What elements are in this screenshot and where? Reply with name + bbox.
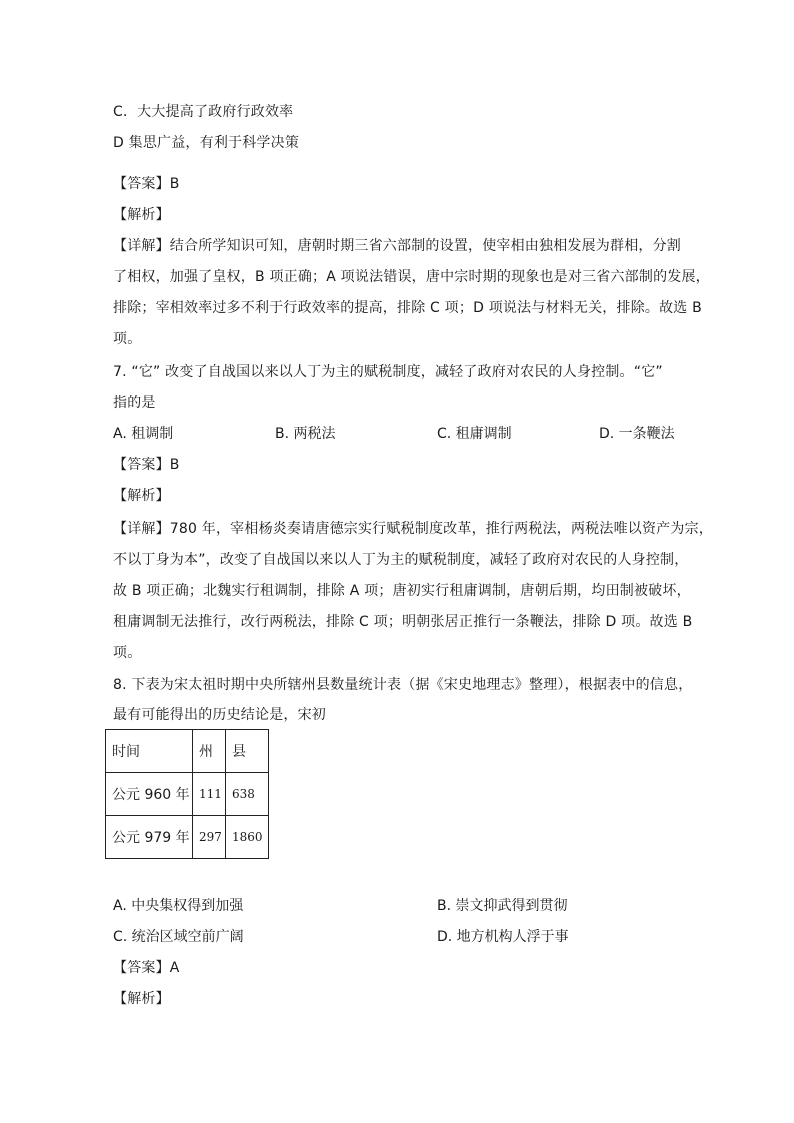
q8-answer: 【答案】A [113,960,180,976]
q7-stem-line-2: 指的是 [113,395,156,411]
table-cell: 1860 [226,816,269,859]
q6-detail-line-4: 项。 [113,331,142,347]
q6-detail-line-2: 了相权，加强了皇权，B 项正确；A 项说法错误，唐中宗时期的现象也是对三省六部制的发展， [113,269,710,285]
q7-option-d: D. 一条鞭法 [599,426,675,442]
q8-stem-line-1: 8. 下表为宋太祖时期中央所辖州县数量统计表（据《宋史地理志》整理），根据表中的信息， [113,677,693,693]
q7-detail-line-4: 租庸调制无法推行，改行两税法，排除 C 项；明朝张居正推行一条鞭法，排除 D 项。故选 B [113,614,693,630]
prefecture-county-table [105,729,269,859]
q7-stem-line-1: 7. “它” 改变了自战国以来以人丁为主的赋税制度，减轻了政府对农民的人身控制。“它” [113,364,663,380]
table-header-row [106,730,269,773]
q6-analysis-label: 【解析】 [113,207,170,223]
q6-answer: 【答案】B [113,176,180,192]
table-row [106,816,269,859]
q7-detail-line-2: 不以丁身为本”，改变了自战国以来以人丁为主的赋税制度，减轻了政府对农民的人身控制， [113,552,689,568]
q8-analysis-label: 【解析】 [113,991,170,1007]
table-cell: 公元 960 年 [106,773,193,816]
q8-stem-line-2: 最有可能得出的历史结论是，宋初 [113,707,326,723]
q7-analysis-label: 【解析】 [113,488,170,504]
q8-option-c: C. 统治区域空前广阔 [113,929,244,945]
table-header-cell: 县 [226,730,269,773]
q8-option-b: B. 崇文抑武得到贯彻 [437,898,568,914]
q7-detail-line-1: 【详解】780 年，宰相杨炎奏请唐德宗实行赋税制度改革，推行两税法，两税法唯以资产为宗， [113,521,713,537]
q7-option-c: C. 租庸调制 [437,426,512,442]
table-cell: 638 [226,773,269,816]
q6-detail-line-3: 排除；宰相效率过多不利于行政效率的提高，排除 C 项；D 项说法与材料无关，排除。故选 B [113,300,702,316]
q7-detail-line-3: 故 B 项正确；北魏实行租调制，排除 A 项；唐初实行租庸调制，唐朝后期，均田制被破坏， [113,583,691,599]
q6-option-c: C．大大提高了政府行政效率 [113,104,294,120]
table-cell: 111 [193,773,226,816]
q7-option-a: A. 租调制 [113,426,174,442]
q7-option-b: B. 两税法 [275,426,336,442]
q8-option-d: D. 地方机构人浮于事 [437,929,569,945]
q7-detail-line-5: 项。 [113,645,142,661]
q6-detail-line-1: 【详解】结合所学知识可知，唐朝时期三省六部制的设置，使宰相由独相发展为群相，分割 [113,238,681,254]
q7-answer: 【答案】B [113,457,180,473]
table-cell: 公元 979 年 [106,816,193,859]
table-header-cell: 州 [193,730,226,773]
table-header-cell: 时间 [106,730,193,773]
q8-option-a: A. 中央集权得到加强 [113,898,244,914]
q6-option-d: D 集思广益，有利于科学决策 [113,135,300,151]
table-cell: 297 [193,816,226,859]
table-row [106,773,269,816]
